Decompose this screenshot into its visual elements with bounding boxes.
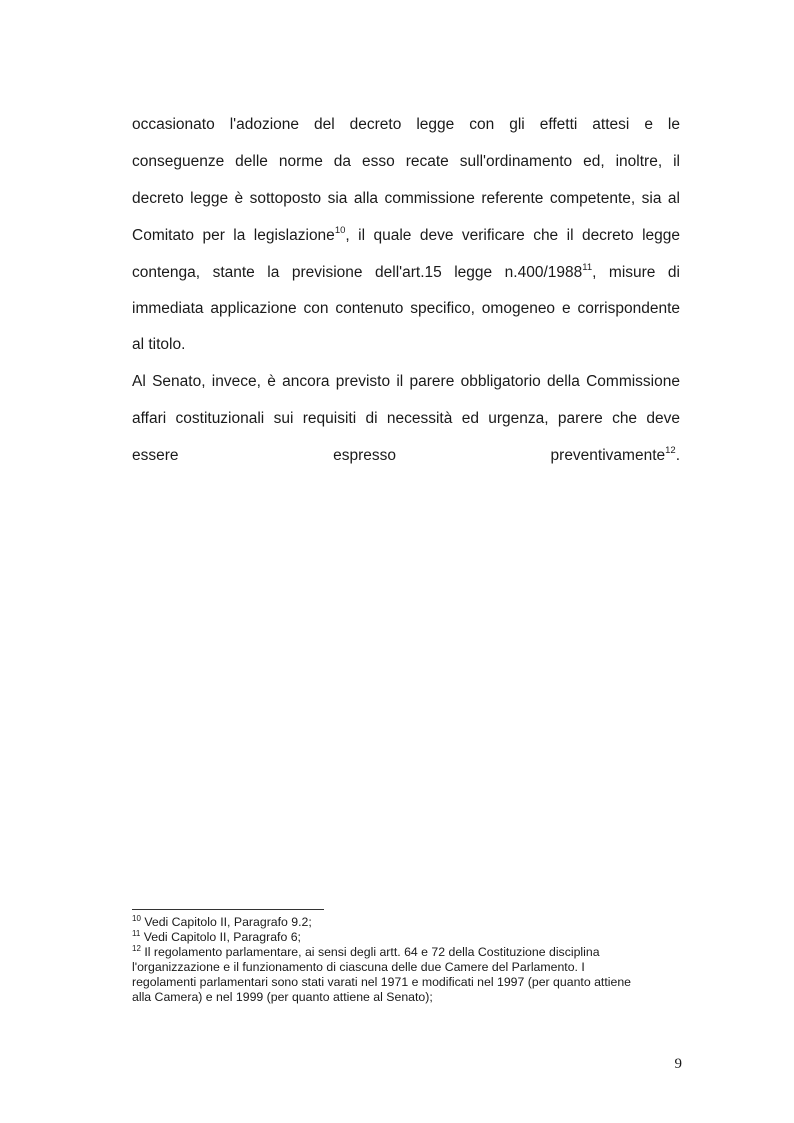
footnote-12-line-3: regolamenti parlamentari sono stati varati nel 1971 e modificati nel 1997 (per quanto attiene (132, 975, 632, 989)
body-line-10 (132, 446, 680, 466)
body-line-8: Al Senato, invece, è ancora previsto il parere obbligatorio della Commissione (132, 373, 680, 390)
body-line-7: al titolo. (132, 336, 186, 353)
text-segment: Comitato per la legislazione (132, 227, 335, 244)
footnote-12-line-2: l'organizzazione e il funzionamento di ciascuna delle due Camere del Parlamento. I (132, 960, 585, 974)
footnote-number: 10 (132, 914, 141, 923)
text-segment: essere (132, 447, 179, 464)
footnote-12 (132, 945, 600, 960)
footnote-ref-10[interactable]: 10 (334, 225, 346, 236)
footnote-number: 11 (132, 929, 141, 938)
page-number: 9 (674, 1056, 682, 1072)
footnote-separator (132, 909, 324, 910)
footnote-10 (132, 915, 312, 930)
footnote-text: Vedi Capitolo II, Paragrafo 9.2; (144, 915, 312, 929)
text-segment: contenga, stante la previsione dell'art.15 legge n.400/1988 (132, 264, 583, 281)
footnote-text: Il regolamento parlamentare, ai sensi degli artt. 64 e 72 della Costituzione disciplina (144, 945, 600, 959)
footnote-ref-12[interactable]: 12 (665, 445, 676, 456)
body-line-2: conseguenze delle norme da esso recate sull'ordinamento ed, inoltre, il (132, 153, 680, 170)
footnote-number: 12 (132, 944, 141, 953)
footnote-12-line-4: alla Camera) e nel 1999 (per quanto attiene al Senato); (132, 990, 433, 1004)
body-line-5 (132, 263, 680, 283)
footnote-text: Vedi Capitolo II, Paragrafo 6; (143, 930, 301, 944)
footnote-ref-11[interactable]: 11 (582, 262, 593, 273)
text-segment: , misure di (592, 264, 680, 281)
body-line-9: affari costituzionali sui requisiti di necessità ed urgenza, parere che deve (132, 410, 680, 427)
footnote-11 (132, 930, 301, 945)
text-segment: preventivamente$^{12}$. (550, 445, 681, 464)
body-line-6: immediata applicazione con contenuto specifico, omogeneo e corrispondente (132, 300, 680, 317)
body-line-1: occasionato l'adozione del decreto legge con gli effetti attesi e le (132, 116, 680, 133)
body-line-4 (132, 226, 680, 246)
body-line-3: decreto legge è sottoposto sia alla commissione referente competente, sia al (132, 190, 680, 207)
text-segment: , il quale deve verificare che il decreto legge (345, 227, 681, 244)
text-segment: espresso (333, 447, 396, 464)
